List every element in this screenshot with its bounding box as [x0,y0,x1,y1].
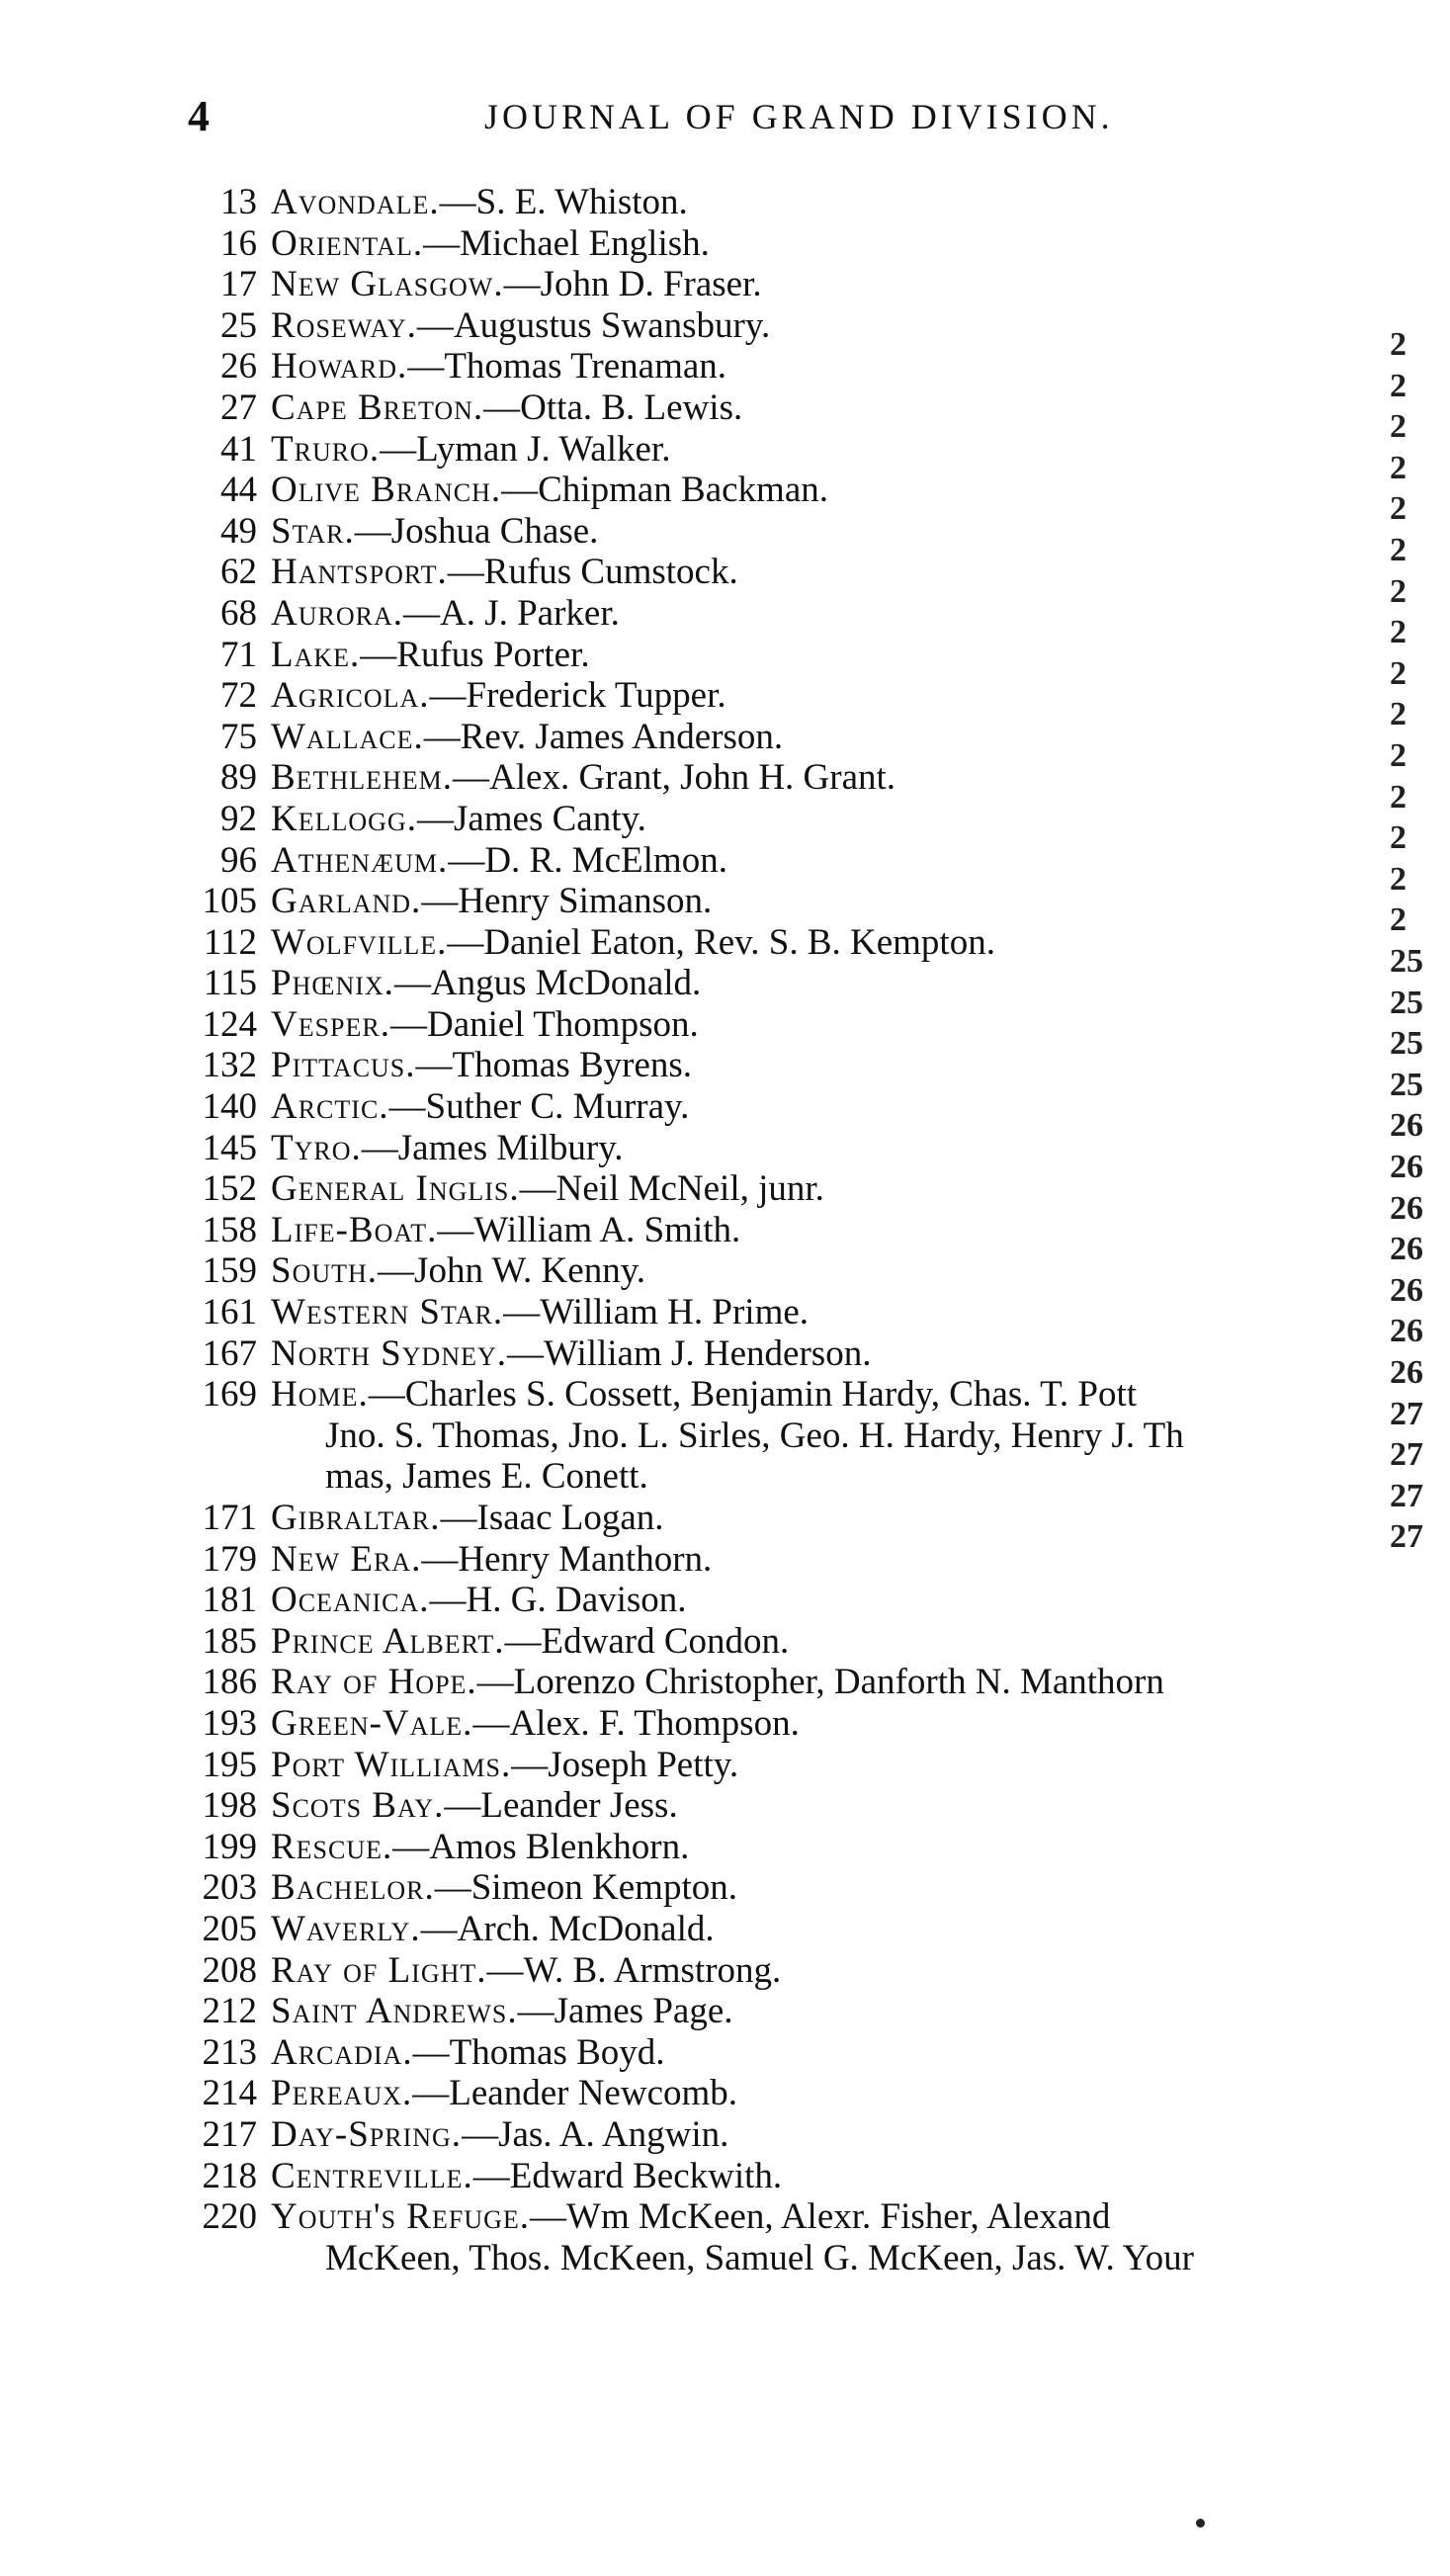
division-name: Pereaux. [271,2073,413,2114]
division-number: 49 [220,510,257,552]
division-number: 41 [220,428,257,470]
division-text [271,1909,715,1950]
division-text [271,1374,1184,1498]
ink-speck [1196,2519,1205,2528]
division-name: Ray of Hope. [271,1662,477,1703]
representative-names: —Arch. McDonald. [420,1908,715,1949]
representative-names: —Rev. James Anderson. [423,716,784,757]
page-header [188,87,1196,146]
representative-names: —Amos Blenkhorn. [392,1826,690,1867]
representative-names: —Wm McKeen, Alexr. Fisher, Alexand [530,2196,1111,2238]
representative-names: —Thomas Trenaman. [407,346,727,387]
division-entry [158,840,1413,882]
division-number: 185 [202,1620,257,1662]
division-number: 213 [202,2031,257,2073]
division-text [271,387,742,429]
division-text [271,1498,664,1539]
representative-names: —Simeon Kempton. [434,1867,737,1909]
division-name: Howard. [271,346,408,387]
division-text [271,2114,728,2156]
division-entry [158,1210,1413,1251]
margin-number: 26 [1390,1313,1423,1350]
division-text [271,1045,692,1086]
division-entry [158,799,1413,840]
division-entry [158,675,1413,717]
division-entry [158,1086,1413,1128]
division-text [271,1785,678,1827]
division-entry [158,1292,1413,1333]
division-text [271,922,995,964]
division-name: Green-Vale. [271,1702,473,1744]
division-name: Athenæum. [271,839,449,881]
margin-number: 2 [1390,490,1407,528]
division-entry [158,1909,1413,1950]
division-list [158,182,1413,2278]
margin-number: 26 [1390,1189,1423,1227]
division-entry [158,2156,1413,2197]
representative-names: —William J. Henderson. [507,1332,872,1374]
margin-number: 26 [1390,1354,1423,1391]
division-name: Ray of Light. [271,1949,487,1991]
division-text [271,1950,781,1992]
margin-number: 2 [1390,367,1407,404]
division-number: 193 [202,1702,257,1744]
margin-number: 2 [1390,408,1407,446]
division-text [271,552,738,593]
division-entry [158,1128,1413,1169]
division-entry [158,963,1413,1004]
division-entry [158,2032,1413,2074]
representative-names: —Henry Manthorn. [421,1538,713,1580]
division-number: 68 [220,592,257,634]
division-text [271,429,670,471]
division-text [271,2073,737,2114]
division-entry [158,1250,1413,1292]
division-entry [158,881,1413,922]
margin-number: 2 [1390,696,1407,733]
division-entry [158,1827,1413,1868]
division-entry [158,2196,1413,2278]
division-entry [158,2114,1413,2156]
division-name: Aurora. [271,592,403,634]
division-entry [158,552,1413,593]
division-number: 62 [220,552,257,593]
division-number: 75 [220,716,257,757]
division-text [271,1580,687,1621]
division-entry [158,922,1413,964]
division-entry [158,346,1413,387]
margin-number: 2 [1390,860,1407,898]
representative-names: —A. J. Parker. [402,592,620,634]
margin-number: 26 [1390,1271,1423,1309]
continuation-line: McKeen, Thos. McKeen, Samuel G. McKeen, Jas. W. Your [325,2237,1194,2278]
division-name: Avondale. [271,182,440,222]
division-number: 218 [202,2155,257,2196]
margin-number: 2 [1390,614,1407,651]
division-text [271,1827,689,1868]
division-name: Western Star. [271,1292,504,1333]
division-number: 203 [202,1867,257,1909]
division-entry [158,2073,1413,2114]
margin-number: 2 [1390,819,1407,857]
margin-number: 27 [1390,1477,1423,1514]
margin-number: 2 [1390,737,1407,774]
division-name: Tyro. [271,1127,362,1168]
division-name: Phœnix. [271,963,394,1004]
division-name: Gibraltar. [271,1498,441,1538]
division-name: Waverly. [271,1908,421,1949]
division-text [271,1991,733,2032]
division-text [271,1086,689,1128]
division-number: 167 [202,1332,257,1374]
division-entry [158,511,1413,553]
division-name: Vesper. [271,1003,390,1045]
representative-names: —Isaac Logan. [440,1498,664,1538]
division-text [271,1250,645,1292]
division-text [271,1703,800,1745]
representative-names: —Chipman Backman. [501,470,829,511]
division-entry [158,1991,1413,2032]
division-entry [158,223,1413,265]
margin-number: 2 [1390,902,1407,939]
representative-names: —Michael English. [423,222,710,264]
division-entry [158,1580,1413,1621]
division-text [271,717,783,758]
division-text [271,470,828,511]
division-entry [158,635,1413,676]
representative-names: —S. E. Whiston. [439,182,688,222]
division-number: 171 [202,1498,257,1538]
division-number: 17 [220,264,257,305]
division-text [271,593,620,635]
division-number: 132 [202,1045,257,1086]
division-number: 152 [202,1168,257,1210]
representative-names: —Alex. Grant, John H. Grant. [453,757,896,799]
division-name: Pittacus. [271,1045,416,1086]
division-number: 44 [220,470,257,511]
margin-number: 2 [1390,654,1407,692]
representative-names: —Leander Newcomb. [412,2073,738,2114]
division-text [271,1867,737,1909]
division-name: Lake. [271,634,361,675]
division-entry [158,305,1413,347]
representative-names: —Suther C. Murray. [388,1086,690,1128]
division-entry [158,717,1413,758]
division-entry [158,1703,1413,1745]
division-text [271,2196,1194,2278]
division-text [271,223,710,265]
division-entry [158,182,1413,223]
division-number: 72 [220,675,257,717]
division-entry [158,1785,1413,1827]
division-text [271,881,712,922]
margin-number: 25 [1390,984,1423,1021]
division-name: Wallace. [271,716,424,757]
margin-number: 2 [1390,449,1407,486]
division-name: Oriental. [271,222,424,264]
continuation-line: Jno. S. Thomas, Jno. L. Sirles, Geo. H. Hardy, Henry J. Th [325,1415,1184,1456]
representative-names: —Frederick Tupper. [429,675,726,717]
division-number: 158 [202,1209,257,1250]
division-entry [158,757,1413,799]
division-name: Star. [271,510,355,552]
division-entry [158,1621,1413,1663]
representative-names: —Thomas Byrens. [415,1045,693,1086]
division-number: 208 [202,1949,257,1991]
division-number: 115 [203,963,257,1004]
division-number: 195 [202,1744,257,1785]
division-name: Olive Branch. [271,470,502,511]
division-name: Life-Boat. [271,1209,438,1250]
representative-names: —Joshua Chase. [354,510,599,552]
margin-number: 2 [1390,532,1407,568]
division-number: 13 [220,182,257,222]
division-text [271,1662,1164,1703]
division-number: 124 [202,1003,257,1045]
division-text [271,1128,624,1169]
division-entry [158,593,1413,635]
division-number: 212 [202,1991,257,2032]
division-name: Rescue. [271,1826,393,1867]
division-entry [158,1498,1413,1539]
representative-names: —Lorenzo Christopher, Danforth N. Manthorn [476,1662,1164,1703]
margin-number: 25 [1390,1066,1423,1103]
division-entry [158,1004,1413,1046]
representative-names: —Edward Beckwith. [472,2155,783,2196]
division-name: Agricola. [271,675,430,717]
division-number: 179 [202,1538,257,1580]
division-entry [158,1045,1413,1086]
representative-names: —James Page. [517,1991,733,2032]
division-number: 220 [202,2196,257,2238]
division-name: Garland. [271,881,422,922]
representative-names: —Otta. B. Lewis. [483,386,743,428]
division-name: Port Williams. [271,1744,512,1785]
division-name: Arcadia. [271,2031,413,2073]
margin-number: 26 [1390,1149,1423,1185]
division-entry [158,1867,1413,1909]
representative-names: —John D. Fraser. [503,264,762,305]
representative-names: —William A. Smith. [437,1209,741,1250]
representative-names: —Alex. F. Thompson. [472,1702,800,1744]
margin-number: 2 [1390,572,1407,610]
division-text [271,305,770,347]
division-number: 186 [202,1662,257,1703]
division-name: Prince Albert. [271,1620,505,1662]
representative-names: —W. B. Armstrong. [486,1949,782,1991]
representative-names: —John W. Kenny. [378,1250,646,1292]
division-number: 198 [202,1785,257,1827]
division-number: 16 [220,222,257,264]
division-entry [158,1168,1413,1210]
division-text [271,2032,665,2074]
division-entry [158,1539,1413,1581]
division-number: 71 [220,634,257,675]
division-number: 96 [220,839,257,881]
division-number: 169 [202,1374,257,1416]
representative-names: —Daniel Thompson. [390,1003,699,1045]
margin-number: 26 [1390,1107,1423,1145]
division-number: 199 [202,1826,257,1867]
division-name: Saint Andrews. [271,1991,518,2032]
division-name: Roseway. [271,304,417,346]
division-entry [158,429,1413,471]
representative-names: —D. R. McElmon. [448,839,727,881]
division-name: Oceanica. [271,1580,430,1621]
division-number: 26 [220,346,257,387]
division-number: 92 [220,798,257,839]
division-entry [158,1662,1413,1703]
representative-names: —Jas. A. Angwin. [462,2113,729,2155]
margin-number: 26 [1390,1231,1423,1268]
division-name: Bethlehem. [271,757,454,799]
division-name: Cape Breton. [271,386,484,428]
division-entry [158,470,1413,511]
division-name: Centreville. [271,2155,473,2196]
division-entry [158,1374,1413,1498]
representative-names: —Thomas Boyd. [412,2031,665,2073]
representative-names: —Neil McNeil, junr. [519,1168,824,1210]
division-entry [158,264,1413,305]
division-text [271,1004,699,1046]
division-name: Bachelor. [271,1867,435,1909]
representative-names: —Rufus Cumstock. [447,552,738,593]
margin-number: 27 [1390,1395,1423,1432]
division-name: Home. [271,1374,369,1416]
division-text [271,1539,712,1581]
division-number: 145 [202,1127,257,1168]
division-number: 25 [220,304,257,346]
division-number: 27 [220,386,257,428]
representative-names: —James Canty. [416,798,646,839]
division-text [271,1333,871,1375]
division-text [271,799,646,840]
division-name: New Era. [271,1538,422,1580]
representative-names: —James Milbury. [361,1127,624,1168]
division-number: 112 [203,921,257,963]
representative-names: —Augustus Swansbury. [416,304,771,346]
representative-names: —Edward Condon. [504,1620,790,1662]
division-entry [158,1950,1413,1992]
division-text [271,346,726,387]
division-name: South. [271,1250,379,1292]
division-text [271,1168,824,1210]
representative-names: —Rufus Porter. [360,634,590,675]
division-name: General Inglis. [271,1168,520,1210]
margin-number: 2 [1390,778,1407,816]
division-number: 205 [202,1908,257,1949]
representative-names: —Lyman J. Walker. [380,428,671,470]
division-name: Scots Bay. [271,1785,445,1827]
division-text [271,2156,782,2197]
division-number: 140 [202,1086,257,1128]
margin-number: 25 [1390,1025,1423,1063]
division-text [271,1745,738,1786]
division-number: 159 [202,1250,257,1292]
representative-names: —H. G. Davison. [429,1580,687,1621]
division-number: 181 [202,1580,257,1621]
division-text [271,840,727,882]
division-entry [158,387,1413,429]
representative-names: —William H. Prime. [503,1292,810,1333]
margin-number: 25 [1390,943,1423,980]
division-text [271,675,726,717]
representative-names: —Leander Jess. [444,1785,678,1827]
division-text [271,264,762,305]
division-name: Youth's Refuge. [271,2196,531,2238]
division-text [271,1621,789,1663]
division-number: 89 [220,757,257,799]
division-name: Truro. [271,428,381,470]
representative-names: —Charles S. Cossett, Benjamin Hardy, Chas. T. Pott [368,1374,1138,1416]
division-name: Kellogg. [271,798,417,839]
margin-number: 27 [1390,1436,1423,1474]
continuation-line: mas, James E. Conett. [325,1456,648,1498]
representative-names: —Joseph Petty. [511,1744,739,1785]
division-number: 214 [202,2073,257,2114]
representative-names: —Henry Simanson. [421,881,713,922]
division-name: New Glasgow. [271,264,504,305]
division-name: North Sydney. [271,1332,507,1374]
division-name: Hantsport. [271,552,448,593]
page-number: 4 [188,92,210,140]
representative-names: —Daniel Eaton, Rev. S. B. Kempton. [447,921,995,963]
division-entry [158,1333,1413,1375]
adjacent-page-fragment [1390,326,1450,2481]
margin-number: 27 [1390,1518,1423,1556]
representative-names: —Angus McDonald. [393,963,702,1004]
division-name: Day-Spring. [271,2113,463,2155]
division-name: Arctic. [271,1086,389,1128]
running-title: JOURNAL OF GRAND DIVISION. [484,97,1114,136]
division-entry [158,1745,1413,1786]
division-text [271,182,688,223]
division-text [271,511,598,553]
division-text [271,1292,809,1333]
division-text [271,963,701,1004]
division-number: 161 [202,1292,257,1333]
division-text [271,757,896,799]
division-text [271,635,590,676]
margin-number: 2 [1390,326,1407,363]
division-name: Wolfville. [271,921,448,963]
division-text [271,1210,740,1251]
division-number: 105 [202,881,257,922]
division-number: 217 [202,2113,257,2155]
